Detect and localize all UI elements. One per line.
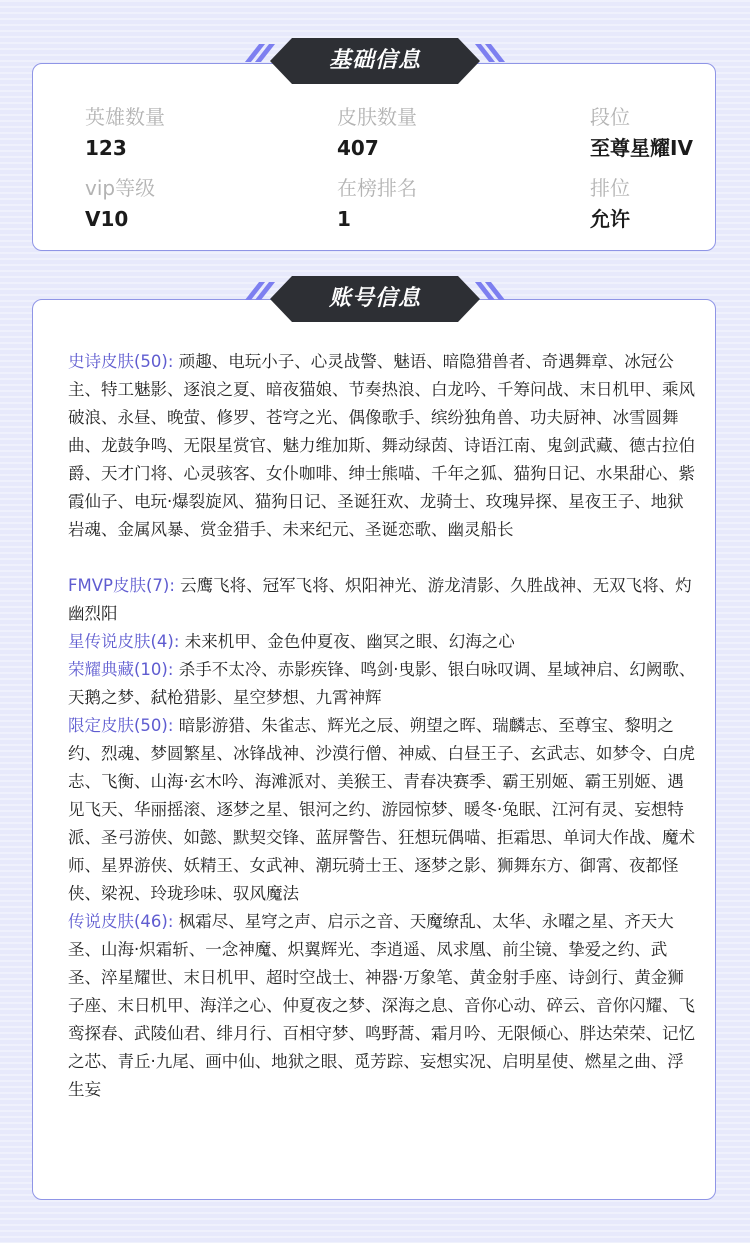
skin-category-label: 史诗皮肤(50):: [68, 352, 174, 371]
stat-vip-level: [85, 175, 155, 232]
skin-items: 枫霜尽、星穹之声、启示之音、天魔缭乱、太华、永曜之星、齐天大圣、山海·炽霜斩、一念神魔、炽翼辉光、李逍遥、凤求凰、前尘镜、挚爱之约、武圣、淬星耀世、末日机甲、超时空战士、神器·万象笔、黄金射手座、诗剑行、黄金狮子座、末日机甲、海洋之心、仲夏夜之梦、深海之息、音你心动、碎云、音你闪耀、飞鸾探春、武陵仙君、绯月行、百相守梦、鸣野蒿、霜月吟、无限倾心、胖达荣荣、记忆之芯、青丘·九尾、画中仙、地狱之眼、觅芳踪、妄想实况、启明星使、燃星之曲、浮生妄: [68, 912, 695, 1099]
stat-ranked-allowed: [590, 175, 630, 232]
skin-items: 云鹰飞将、冠军飞将、炽阳神光、游龙清影、久胜战神、无双飞将、灼幽烈阳: [68, 576, 692, 623]
skin-category-label: FMVP皮肤(7):: [68, 576, 175, 595]
section-title: 基础信息: [328, 48, 421, 73]
stat-value: 407: [337, 136, 379, 160]
account-info-card: [32, 299, 716, 1200]
skin-category-label: 传说皮肤(46):: [68, 912, 174, 931]
basic-info-banner: [250, 38, 500, 86]
skin-category-label: 荣耀典藏(10):: [68, 660, 174, 679]
stat-label: 段位: [590, 105, 630, 129]
skin-category-label: 星传说皮肤(4):: [68, 632, 180, 651]
skin-items: 暗影游猎、朱雀志、辉光之辰、朔望之晖、瑞麟志、至尊宝、黎明之约、烈魂、梦圆繁星、冰锋战神、沙漠行僧、神威、白昼王子、玄武志、如梦令、白虎志、飞衡、山海·玄木吟、海滩派对、美猴王、青春决赛季、霸王别姬、霸王别姬、遇见飞天、华丽摇滚、逐梦之星、银河之约、游园惊梦、暖冬·兔眠、江河有灵、妄想特派、圣弓游侠、如懿、默契交锋、蓝屏警告、狂想玩偶喵、拒霜思、单词大作战、魔术师、星界游侠、妖精王、女武神、潮玩骑士王、逐梦之影、狮舞东方、御霄、夜都怪侠、梁祝、玲珑珍味、驭风魔法: [68, 716, 695, 903]
stat-value: 允许: [590, 207, 630, 231]
stat-value: 至尊星耀IV: [590, 136, 693, 160]
stat-leaderboard-rank: [337, 175, 417, 232]
skin-section-epic: [68, 348, 698, 544]
stat-value: V10: [85, 207, 129, 231]
stat-value: 123: [85, 136, 127, 160]
skin-section-star-legend: [68, 628, 698, 656]
skin-items: 未来机甲、金色仲夏夜、幽冥之眼、幻海之心: [184, 632, 515, 651]
stat-label: 英雄数量: [85, 105, 165, 129]
basic-info-card: [32, 63, 716, 251]
stat-hero-count: [85, 104, 165, 161]
section-title: 账号信息: [328, 286, 421, 311]
account-info-banner: [250, 276, 500, 324]
stat-rank-tier: [590, 104, 693, 161]
skin-section-glory-collection: [68, 656, 698, 712]
skin-section-legend: [68, 908, 698, 1104]
skin-category-label: 限定皮肤(50):: [68, 716, 174, 735]
stat-label: 排位: [590, 176, 630, 200]
stat-value: 1: [337, 207, 351, 231]
section-spacer: [68, 544, 698, 572]
skin-list: [68, 348, 698, 1104]
stat-label: vip等级: [85, 176, 156, 200]
stat-label: 皮肤数量: [337, 105, 417, 129]
skin-items: 顽趣、电玩小子、心灵战警、魅语、暗隐猎兽者、奇遇舞章、冰冠公主、特工魅影、逐浪之夏、暗夜猫娘、节奏热浪、白龙吟、千筹问战、末日机甲、乘风破浪、永昼、晚萤、修罗、苍穹之光、偶像歌手、缤纷独角兽、功夫厨神、冰雪圆舞曲、龙鼓争鸣、无限星赏官、魅力维加斯、舞动绿茵、诗语江南、鬼剑武藏、德古拉伯爵、天才门将、心灵骇客、女仆咖啡、绅士熊喵、千年之狐、猫狗日记、水果甜心、紫霞仙子、电玩·爆裂旋风、猫狗日记、圣诞狂欢、龙骑士、玫瑰异探、星夜王子、地狱岩魂、金属风暴、赏金猎手、未来纪元、圣诞恋歌、幽灵船长: [68, 352, 695, 539]
stat-skin-count: [337, 104, 417, 161]
skin-section-limited: [68, 712, 698, 908]
stat-label: 在榜排名: [337, 176, 417, 200]
skin-section-fmvp: [68, 572, 698, 628]
skin-items: 杀手不太冷、赤影疾锋、鸣剑·曳影、银白咏叹调、星域神启、幻阙歌、天鹅之梦、弑枪猎影、星空梦想、九霄神辉: [68, 660, 696, 707]
